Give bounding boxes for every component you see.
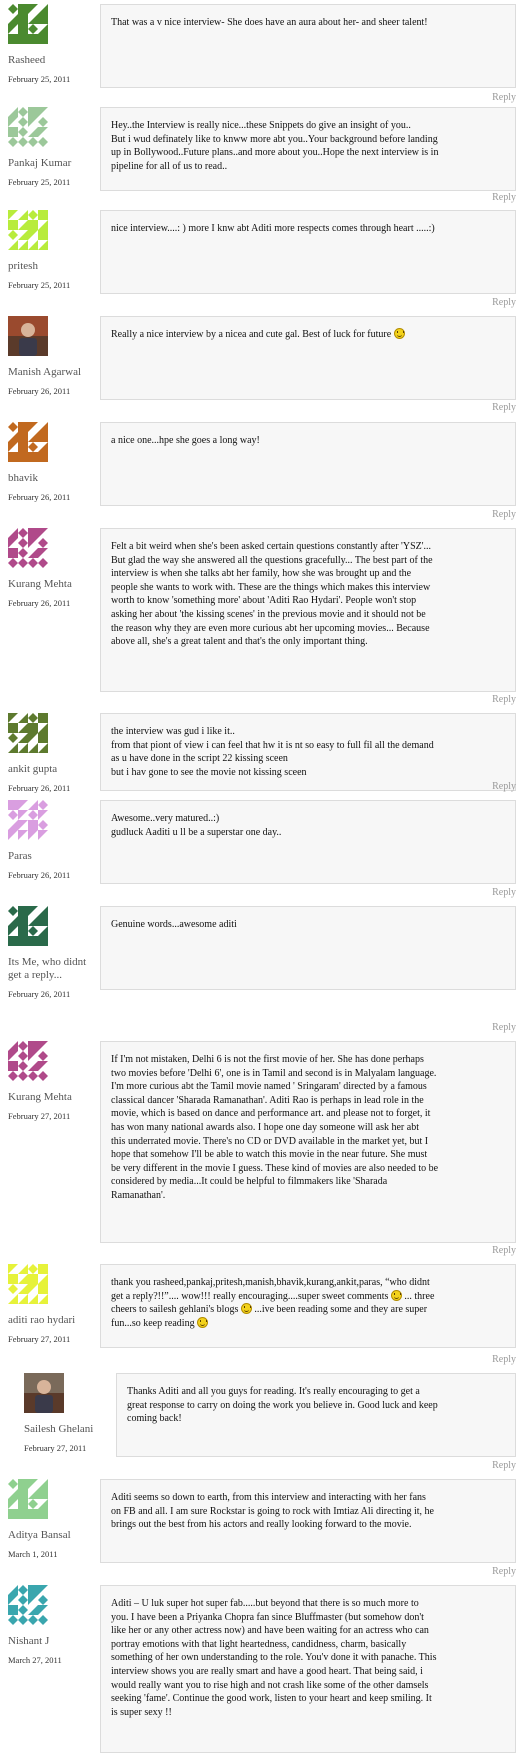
reply-link[interactable]: Reply [492,781,516,792]
comment-author-name: Its Me, who didnt get a reply... [8,956,87,981]
comment-text-line: get a reply?!!”.... wow!!! really encouraging....super sweet comments ... three [111,1290,435,1302]
comment-text-line: Thanks Aditi and all you guys for reading. It's really encouraging to get a [127,1386,420,1397]
comment-author-name: ankit gupta [8,763,58,775]
smiley-icon [394,328,405,339]
comment-date: March 1, 2011 [8,1549,58,1559]
smiley-icon [241,1303,252,1314]
comment-text-line: thank you rasheed,pankaj,pritesh,manish,bhavik,kurang,ankit,paras, “who didnt [111,1277,430,1288]
identicon-avatar-icon [8,1041,48,1081]
comment-date: February 26, 2011 [8,386,71,396]
profile-photo-icon [24,1373,64,1413]
reply-link[interactable]: Reply [492,1245,516,1256]
comment-text-line: But i wud definately like to knww more abt you..Your background before landing [111,133,438,145]
comment-text-line: Aditi – U luk super hot super fab.....but beyond that there is so much more to [111,1598,419,1609]
comment-date: February 26, 2011 [8,492,71,502]
comment-author [8,713,92,793]
comment-text-line: something of her own understanding to the role. You'v done it with panache. This [111,1652,437,1664]
comment-author-name: bhavik [8,472,38,484]
reply-link[interactable]: Reply [492,1460,516,1471]
comment-author [8,1264,92,1344]
comment-text-line: gudluck Aaditi u ll be a superstar one day.. [111,826,282,838]
comment-author [8,1041,92,1121]
comment-text-line: Hey..the Interview is really nice...these Snippets do give an insight of you.. [111,120,411,131]
comment-author-name: Sailesh Ghelani [24,1423,94,1435]
comment-text-line: That was a v nice interview- She does have an aura about her- and sheer talent! [111,17,428,28]
comment-body [100,316,516,400]
comment-text-line: would really want you to rise high and not crash like some of the other damsels [111,1679,429,1691]
comment-text-line: has won many national awards also. I hope one day someone will ask her abt [111,1121,419,1133]
comment-text-line: two movies before 'Delhi 6', one is in Tamil and second is in Malyalam language. [111,1067,437,1079]
comment-text-line: Felt a bit weird when she's been asked certain questions constantly after 'YSZ'... [111,541,432,552]
comment-date: February 27, 2011 [8,1111,71,1121]
comment-author-name: Aditya Bansal [8,1529,71,1541]
comment-author-name: Nishant J [8,1635,50,1647]
comment-text-line: brings out the best from his actors and really looking forward to the movie. [111,1519,412,1531]
comment-author-name: aditi rao hydari [8,1314,76,1326]
reply-link[interactable]: Reply [492,1022,516,1033]
comment-text-line: interview is when she talks abt her family, how she was brought up and the [111,568,412,580]
comment-author-name: pritesh [8,260,38,272]
comment-text-line: but i hav gone to see the movie not kissing sceen [111,766,307,778]
comment-author [8,422,92,502]
profile-photo-icon [8,316,48,356]
comment-author-name: Rasheed [8,54,46,66]
comment-text-line: the reason why they are even more curious abt her upcoming movies... Because [111,622,430,634]
reply-link[interactable]: Reply [492,1354,516,1365]
comment-text-line: fun...so keep reading [111,1317,505,1331]
comment-text-line: Really a nice interview by a nicea and cute gal. Best of luck for future [111,328,505,342]
comment-text-line: is super sexy !! [111,1706,172,1718]
comment-body [100,1264,516,1348]
reply-link[interactable]: Reply [492,1566,516,1577]
comment-date: February 26, 2011 [8,598,71,608]
comment-text-line: pipeline for all of us to read.. [111,160,228,172]
reply-link[interactable]: Reply [492,694,516,705]
comment-text-line: like her or any other actress now) and have been waiting for an actress who can [111,1625,429,1637]
reply-link[interactable]: Reply [492,402,516,413]
comment-date: February 25, 2011 [8,74,71,84]
identicon-avatar-icon [8,1264,48,1304]
comment-text-line: from that piont of view i can feel that hw it is nt so easy to full fil all the demand [111,739,434,751]
comment-body [100,210,516,294]
comment-text-line: worth to know 'something more' about 'Aditi Rao Hydari'. People won't stop [111,595,417,607]
identicon-avatar-icon [8,4,48,44]
identicon-avatar-icon [8,210,48,250]
comment-text-line: considered by media...It could be helpful to filmmakers like 'Sharada [111,1176,388,1188]
comment-text-line: portray emotions with that light heartedness, candidness, charm, basically [111,1638,407,1650]
comment-author [8,210,92,290]
comment-body [100,1479,516,1563]
identicon-avatar-icon [8,107,48,147]
identicon-avatar-icon [8,713,48,753]
reply-link[interactable]: Reply [492,887,516,898]
comment-text-line: asking her about 'the kissing scenes' in the previous movie and it should not be [111,608,426,620]
comment-text-line: the interview was gud i like it.. [111,726,235,737]
comment-author [8,107,92,187]
comment-text-line: classical dancer 'Sharada Ramanathan'. Aditi Rao is perhaps in lead role in the [111,1094,424,1106]
comment-text-line: be very different in the movie I guess. These kind of movies are also needed to be [111,1162,439,1174]
comment-text-line: movie, which is based on dance and performance art. and please not to forget, it [111,1108,431,1120]
comment-author [8,316,92,396]
comment-text-line: seeking 'fame'. Continue the good work, listen to your heart and keep smiling. It [111,1693,432,1705]
comment-text-line: on FB and all. I am sure Rockstar is going to rock with Imtiaz Ali directing it, he [111,1505,434,1517]
comment-text-line: up in Bollywood..Future plans..and more about you..Hope the next interview is in [111,147,439,159]
comment-text-line: Ramanathan'. [111,1189,166,1201]
comment-date: February 27, 2011 [24,1443,87,1453]
comment-text-line: above all, she's a great talent and that's the only important thing. [111,636,368,648]
identicon-avatar-icon [8,906,48,946]
identicon-avatar-icon [8,1585,48,1625]
comment-author-name: Pankaj Kumar [8,157,72,169]
comment-date: February 27, 2011 [8,1334,71,1344]
comment-author-name: Paras [8,850,32,862]
comment-author [24,1373,108,1453]
comment-text-line: interview shows you are really smart and have a good heart. That being said, i [111,1665,423,1677]
comment-date: February 25, 2011 [8,280,71,290]
comment-body [100,713,516,791]
comment-author-name: Kurang Mehta [8,578,72,590]
comment-body [100,1585,516,1753]
comment-author [8,1479,92,1559]
comment-author [8,528,92,608]
comment-text-line: this underrated movie. There's no CD or DVD available in the market yet, but I [111,1135,429,1147]
comment-body [100,422,516,506]
comment-text-line: But glad the way she answered all the questions gracefully... The best part of the [111,554,433,566]
comment-date: February 25, 2011 [8,177,71,187]
reply-link[interactable]: Reply [492,509,516,520]
comment-text-line: If I'm not mistaken, Delhi 6 is not the first movie of her. She has done perhaps [111,1054,424,1065]
identicon-avatar-icon [8,422,48,462]
smiley-icon [391,1290,402,1301]
comment-author-name: Manish Agarwal [8,366,82,378]
comment-text-line: Awesome..very matured..:) [111,813,220,824]
comment-text-line: hope that somehow I'll be able to watch this movie in the near future. She must [111,1149,428,1161]
comment-body [100,800,516,884]
comment-text-line: a nice one...hpe she goes a long way! [111,435,260,446]
comment-text-line: nice interview....: ) more I knw abt Aditi more respects comes through heart .....:) [111,223,435,234]
reply-link[interactable]: Reply [492,297,516,308]
comment-author [8,4,92,84]
comment-body [116,1373,516,1457]
comment-date: February 26, 2011 [8,989,71,999]
comment-date: February 26, 2011 [8,783,71,793]
comment-text-line: Genuine words...awesome aditi [111,919,237,930]
reply-link[interactable]: Reply [492,92,516,103]
comment-text-line: I'm more curious abt the Tamil movie named ' Sringaram' directed by a famous [111,1081,427,1093]
comment-body [100,1041,516,1243]
comment-author-name: Kurang Mehta [8,1091,72,1103]
comment-text-line: as u have done in the script 22 kissing sceen [111,753,288,765]
comment-date: February 26, 2011 [8,870,71,880]
comment-text-line: coming back! [127,1413,182,1425]
identicon-avatar-icon [8,800,48,840]
reply-link[interactable]: Reply [492,192,516,203]
smiley-icon [197,1317,208,1328]
comment-author [8,906,92,999]
comment-body [100,4,516,88]
comment-text-line: cheers to sailesh gehlani's blogs ...ive been reading some and they are super [111,1304,428,1316]
comment-text-line: great response to carry on doing the work you believe in. Good luck and keep [127,1399,438,1411]
comment-text-line: you. I have been a Priyanka Chopra fan since Bluffmaster (but somehow don't [111,1611,424,1623]
identicon-avatar-icon [8,528,48,568]
comment-body [100,906,516,990]
comment-text-line: Aditi seems so down to earth, from this interview and interacting with her fans [111,1492,426,1503]
comment-date: March 27, 2011 [8,1655,62,1665]
comment-text-line: people she wants to work with. These are the things which makes this interview [111,581,431,593]
comment-body [100,528,516,692]
comment-author [8,1585,92,1665]
identicon-avatar-icon [8,1479,48,1519]
comment-author [8,800,92,880]
comment-body [100,107,516,191]
